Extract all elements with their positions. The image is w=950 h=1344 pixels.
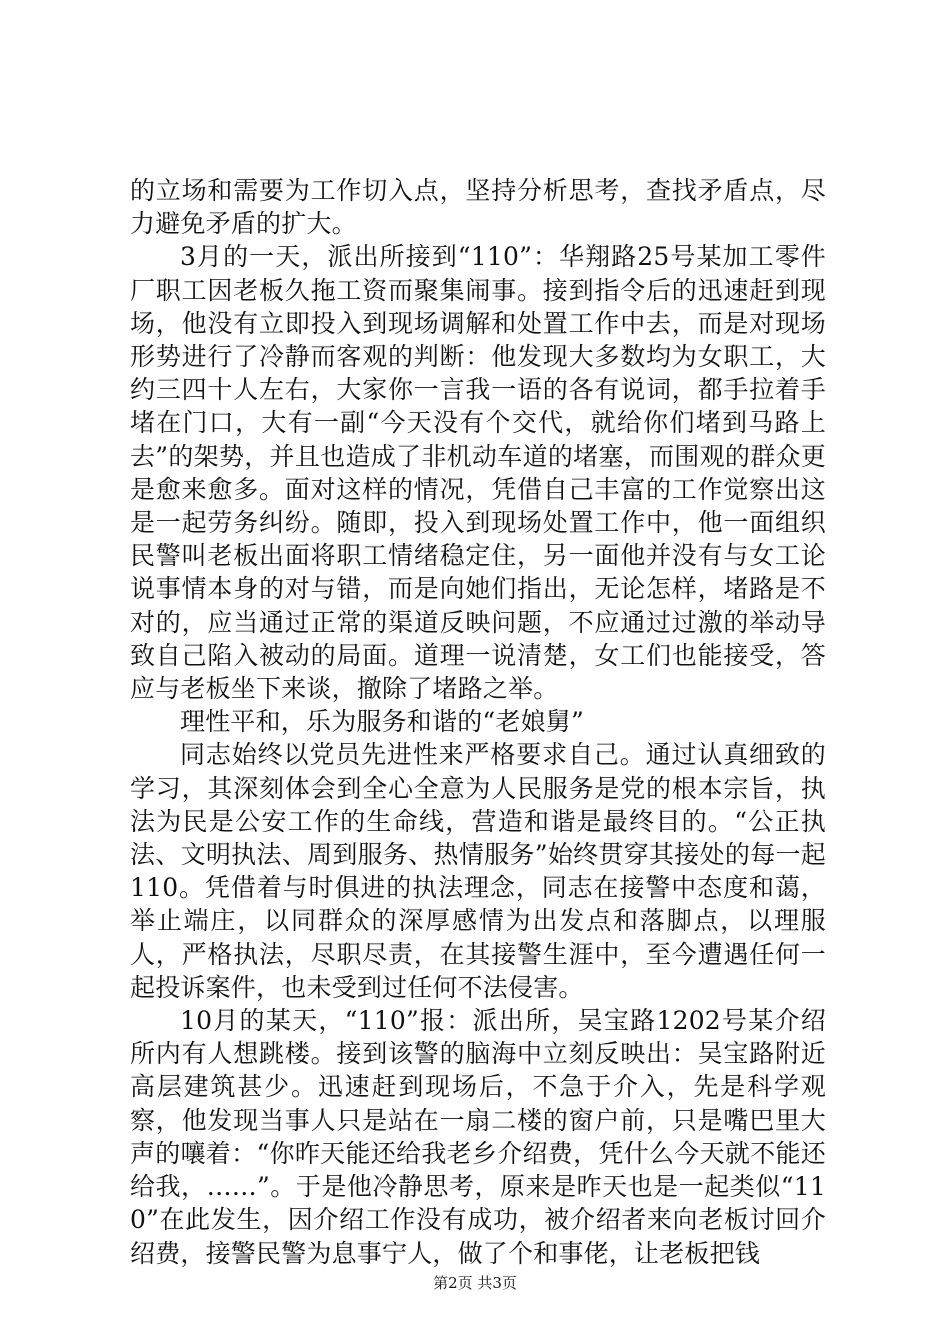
section-heading: 理性平和，乐为服务和谐的“老娘舅” [180, 707, 584, 737]
document-body [130, 174, 826, 1270]
paragraph-continuation: 的立场和需要为工作切入点，坚持分析思考，查找矛盾点，尽力避免矛盾的扩大。 [130, 176, 826, 239]
page-number-footer: 第2页 共3页 [433, 1274, 517, 1292]
paragraph-labor-dispute: 3月的一天，派出所接到“110”：华翔路25号某加工零件厂职工因老板久拖工资而聚集闹事。接到指令后的迅速赶到现场，他没有立即投入到现场调解和处置工作中去，而是对现场形势进行了冷静而客观的判断：他发现大多数均为女职工，大约三四十人左右，大家你一言我一语的各有说词，都手拉着手堵在门口，大有一副“今天没有个交代，就给你们堵到马路上去”的架势，并且也造成了非机动车道的堵塞，而围观的群众更是愈来愈多。面对这样的情况，凭借自己丰富的工作觉察出这是一起劳务纠纷。随即，投入到现场处置工作中，他一面组织民警叫老板出面将职工情绪稳定住，另一面他并没有与女工论说事情本身的对与错，而是向她们指出，无论怎样，堵路是不对的，应当通过正常的渠道反映问题，不应通过过激的举动导致自己陷入被动的局面。道理一说清楚，女工们也能接受，答应与老板坐下来谈，撤除了堵路之举。 [130, 242, 826, 704]
paragraph-jump-incident: 10月的某天，“110”报：派出所，吴宝路1202号某介绍所内有人想跳楼。接到该警的脑海中立刻反映出：吴宝路附近高层建筑甚少。迅速赶到现场后，不急于介入，先是科学观察，他发现当事人只是站在一扇二楼的窗户前，只是嘴巴里大声的嚷着：“你昨天能还给我老乡介绍费，凭什么今天就不能还给我，……”。于是他冷静思考，原来是昨天也是一起类似“110”在此发生，因介绍工作没有成功，被介绍者来向老板讨回介绍费，接警民警为息事宁人，做了个和事佬，让老板把钱 [130, 1006, 826, 1268]
paragraph-party-member: 同志始终以党员先进性来严格要求自己。通过认真细致的学习，其深刻体会到全心全意为人民服务是党的根本宗旨，执法为民是公安工作的生命线，营造和谐是最终目的。“公正执法、文明执法、周到服务、热情服务”始终贯穿其接处的每一起110。凭借着与时俱进的执法理念，同志在接警中态度和蔼，举止端庄，以同群众的深厚感情为出发点和落脚点，以理服人，严格执法，尽职尽责，在其接警生涯中，至今遭遇任何一起投诉案件，也未受到过任何不法侵害。 [130, 740, 826, 1002]
